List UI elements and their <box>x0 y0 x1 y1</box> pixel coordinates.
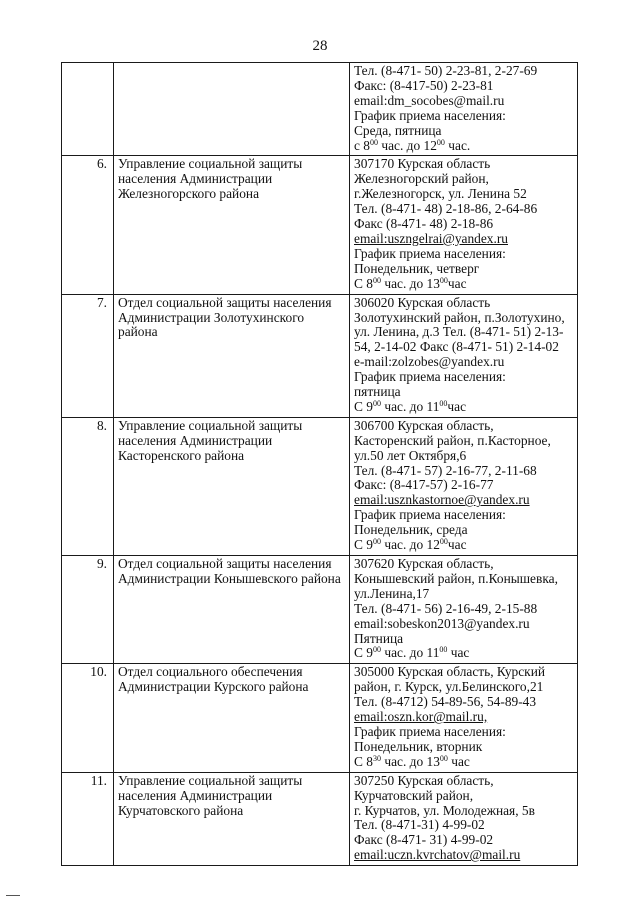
organization-cell <box>114 156 350 294</box>
reception-hours <box>354 755 574 770</box>
contact-info-line: 306020 Курская область <box>354 294 491 310</box>
contact-info-line: Тел. (8-471- 56) 2-16-49, 2-15-88 <box>354 600 538 616</box>
organization-name-line: Отдел социального обеспечения <box>118 664 303 680</box>
contact-info-line: 305000 Курская область, Курский <box>354 664 546 680</box>
organization-cell <box>114 556 350 664</box>
hours-minutes-superscript: 00 <box>436 137 445 147</box>
contact-info-line: Факс: (8-417-57) 2-16-77 <box>354 477 494 493</box>
contact-info-line: ул. Ленина, д.3 Тел. (8-471- 51) 2-13- <box>354 324 564 340</box>
contact-info-line: Факс (8-471- 48) 2-18-86 <box>354 216 494 232</box>
row-number-cell: 8. <box>62 417 114 555</box>
organization-name-line: Управление социальной защиты <box>118 156 303 172</box>
contact-info-line: Конышевский район, п.Конышевка, <box>354 570 558 586</box>
reception-hours <box>354 139 574 154</box>
contact-info-line: г.Железногорск, ул. Ленина 52 <box>354 186 527 202</box>
organization-name-line: населения Администрации <box>118 171 273 187</box>
table-body <box>62 63 578 866</box>
contact-info-line: Пятница <box>354 630 404 646</box>
table-row <box>62 556 578 664</box>
table-row <box>62 664 578 772</box>
organization-name-line: Администрации Курского района <box>118 679 309 695</box>
table-row <box>62 772 578 865</box>
hours-minutes-superscript: 00 <box>439 398 448 408</box>
contact-info-line: Железногорский район, <box>354 171 489 187</box>
contact-info-cell <box>350 556 578 664</box>
organization-name-line: Управление социальной защиты <box>118 417 303 433</box>
contact-info-line: График приема населения: <box>354 723 506 739</box>
organization-name-line: Отдел социальной защиты населения <box>118 556 332 571</box>
reception-hours <box>354 277 574 292</box>
contact-info-cell <box>350 63 578 156</box>
organization-name-line: населения Администрации <box>118 787 273 803</box>
page-corner-mark <box>6 895 20 896</box>
contact-info-line: ул.50 лет Октября,6 <box>354 447 467 463</box>
organization-name-line: Администрации Золотухинского <box>118 309 305 325</box>
contact-info-cell <box>350 417 578 555</box>
contact-info-line: Факс (8-471- 31) 4-99-02 <box>354 832 494 848</box>
row-number-cell: 10. <box>62 664 114 772</box>
hours-text: час. до 13 <box>380 275 440 291</box>
hours-minutes-superscript: 30 <box>372 753 381 763</box>
contact-info-line: Факс: (8-417-50) 2-23-81 <box>354 77 494 93</box>
contact-info-line: Понедельник, четверг <box>354 260 480 276</box>
hours-text: час <box>447 398 467 414</box>
row-number-cell: 9. <box>62 556 114 664</box>
contact-info-line: 307250 Курская область, <box>354 772 494 788</box>
organization-name-line: Железногорского района <box>118 186 260 202</box>
hours-minutes-superscript: 00 <box>439 753 448 763</box>
email-address: e-mail:zolzobes@yandex.ru <box>354 354 505 370</box>
contact-info-line: Тел. (8-471- 48) 2-18-86, 2-64-86 <box>354 201 538 217</box>
contact-info-line: Касторенский район, п.Касторное, <box>354 432 551 448</box>
contact-info-line: Среда, пятница <box>354 122 442 138</box>
hours-minutes-superscript: 00 <box>372 275 381 285</box>
email-address: email:usznkastornoe@yandex.ru <box>354 492 530 508</box>
contact-info-line: 307170 Курская область <box>354 156 491 172</box>
contact-info-cell <box>350 664 578 772</box>
contact-info-line: Тел. (8-471- 50) 2-23-81, 2-27-69 <box>354 63 538 78</box>
organization-cell <box>114 294 350 417</box>
email-address: email:oszn.kor@mail.ru, <box>354 709 488 725</box>
organization-name-line: Касторенского района <box>118 447 245 463</box>
hours-text: час. до 11 <box>380 645 440 661</box>
contact-info-line: г. Курчатов, ул. Молодежная, 5в <box>354 802 535 818</box>
contact-info-line: Понедельник, среда <box>354 522 468 538</box>
hours-text: час. до 12 <box>378 137 437 153</box>
row-number-cell <box>62 63 114 156</box>
hours-text: час. до 12 <box>380 537 440 553</box>
page-number: 28 <box>312 38 328 54</box>
organization-name-line: населения Администрации <box>118 432 273 448</box>
organization-name-line: Отдел социальной защиты населения <box>118 294 332 310</box>
contact-info-line: График приема населения: <box>354 107 506 123</box>
table-row <box>62 294 578 417</box>
contact-info-line: 307620 Курская область, <box>354 556 494 571</box>
hours-text: час. до 13 <box>380 753 440 769</box>
hours-text: с 8 <box>354 137 370 153</box>
social-protection-directory-table <box>61 62 578 866</box>
hours-minutes-superscript: 00 <box>370 137 378 147</box>
contact-info-line: Тел. (8-471-31) 4-99-02 <box>354 817 485 833</box>
hours-text: час <box>447 645 470 661</box>
hours-text: час <box>447 753 470 769</box>
email-address: email:uczn.kvrchatov@mail.ru <box>354 847 521 863</box>
hours-text: С 9 <box>354 398 373 414</box>
contact-info-line: График приема населения: <box>354 369 506 385</box>
row-number-cell: 6. <box>62 156 114 294</box>
organization-name-line: Курчатовского района <box>118 802 244 818</box>
email-address: email:dm_socobes@mail.ru <box>354 92 505 108</box>
reception-hours <box>354 538 574 553</box>
table-row <box>62 63 578 156</box>
hours-minutes-superscript: 00 <box>439 275 448 285</box>
row-number-cell: 11. <box>62 772 114 865</box>
organization-name-line: Администрации Конышевского района <box>118 570 341 586</box>
organization-cell <box>114 772 350 865</box>
organization-cell <box>114 63 350 156</box>
organization-cell <box>114 417 350 555</box>
hours-text: С 8 <box>354 275 373 291</box>
hours-text: час. до 11 <box>380 398 440 414</box>
contact-info-line: Тел. (8-4712) 54-89-56, 54-89-43 <box>354 694 537 710</box>
contact-info-line: пятница <box>354 384 401 400</box>
contact-info-line: 306700 Курская область, <box>354 417 494 433</box>
hours-text: С 9 <box>354 537 373 553</box>
reception-hours <box>354 400 574 415</box>
hours-text: час <box>447 537 467 553</box>
contact-info-cell <box>350 294 578 417</box>
contact-info-line: Курчатовский район, <box>354 787 474 803</box>
contact-info-line: Понедельник, вторник <box>354 738 483 754</box>
organization-cell <box>114 664 350 772</box>
hours-text: С 8 <box>354 753 373 769</box>
row-number-cell: 7. <box>62 294 114 417</box>
contact-info-line: район, г. Курск, ул.Белинского,21 <box>354 679 544 695</box>
contact-info-line: График приема населения: <box>354 507 506 523</box>
contact-info-cell <box>350 156 578 294</box>
contact-info-line: Золотухинский район, п.Золотухино, <box>354 309 565 325</box>
contact-info-line: График приема населения: <box>354 245 506 261</box>
hours-minutes-superscript: 00 <box>372 398 381 408</box>
contact-info-line: Тел. (8-471- 57) 2-16-77, 2-11-68 <box>354 462 537 478</box>
table-row <box>62 156 578 294</box>
hours-text: час. <box>444 137 471 153</box>
table-row <box>62 417 578 555</box>
hours-minutes-superscript: 00 <box>439 645 448 655</box>
organization-name-line: Управление социальной защиты <box>118 772 303 788</box>
hours-text: С 9 <box>354 645 373 661</box>
organization-name-line: района <box>118 324 158 340</box>
email-address: email:sobeskon2013@yandex.ru <box>354 615 530 631</box>
reception-hours <box>354 646 574 661</box>
contact-info-line: ул.Ленина,17 <box>354 585 430 601</box>
hours-minutes-superscript: 00 <box>372 537 381 547</box>
email-address: email:uszngelrai@yandex.ru <box>354 230 508 246</box>
hours-text: час <box>447 275 467 291</box>
hours-minutes-superscript: 00 <box>439 537 448 547</box>
hours-minutes-superscript: 00 <box>372 645 381 655</box>
contact-info-line: 54, 2-14-02 Факс (8-471- 51) 2-14-02 <box>354 339 559 355</box>
contact-info-cell <box>350 772 578 865</box>
